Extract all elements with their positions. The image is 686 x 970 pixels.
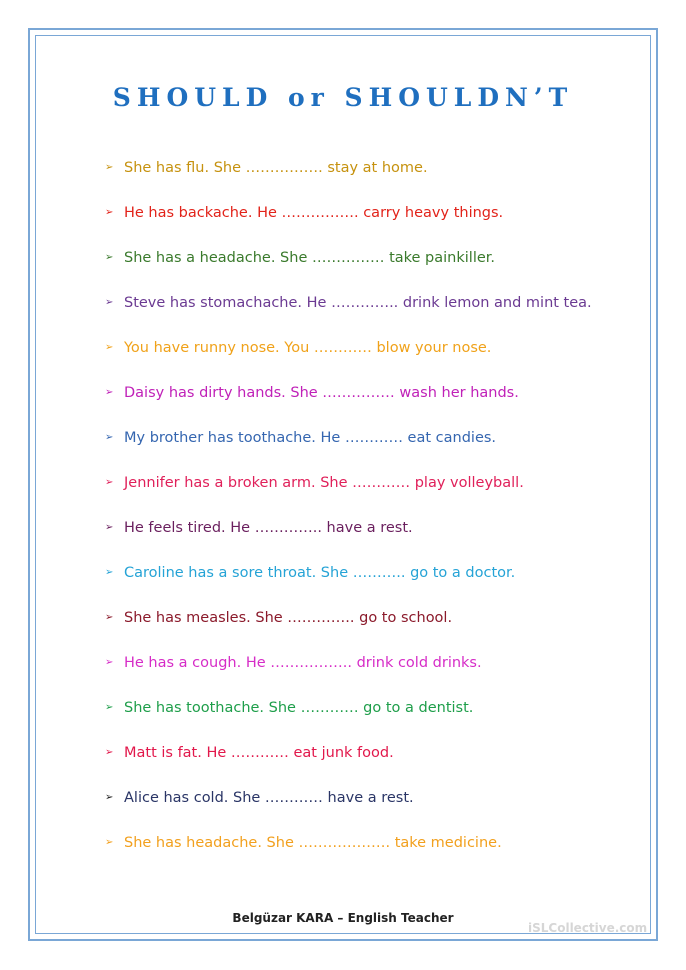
arrow-bullet-icon: ➢ [105,792,114,803]
arrow-bullet-icon: ➢ [105,657,114,668]
exercise-sentence: Alice has cold. She ………… have a rest. [124,790,414,806]
exercise-sentence: Jennifer has a broken arm. She ………… play volleyball. [124,475,524,491]
author-credit: Belgüzar KARA – English Teacher [232,911,454,925]
exercise-item [105,201,625,246]
arrow-bullet-icon: ➢ [105,837,114,848]
exercise-item [105,381,625,426]
exercise-item [105,786,625,831]
exercise-item [105,471,625,516]
exercise-sentence: You have runny nose. You ………… blow your nose. [124,340,492,356]
exercise-item [105,696,625,741]
arrow-bullet-icon: ➢ [105,342,114,353]
arrow-bullet-icon: ➢ [105,567,114,578]
exercise-sentence: My brother has toothache. He ………… eat candies. [124,430,497,446]
arrow-bullet-icon: ➢ [105,612,114,623]
exercise-sentence: He feels tired. He ………….. have a rest. [124,520,413,536]
exercise-item [105,561,625,606]
exercise-item [105,651,625,696]
exercise-sentence: She has toothache. She ………… go to a dentist. [124,700,474,716]
arrow-bullet-icon: ➢ [105,297,114,308]
exercise-item [105,246,625,291]
arrow-bullet-icon: ➢ [105,702,114,713]
site-watermark: iSLCollective.com [528,921,648,935]
exercise-sentence: She has measles. She ………….. go to school. [124,610,453,626]
exercise-sentence: He has a cough. He …………….. drink cold drinks. [124,655,482,671]
arrow-bullet-icon: ➢ [105,477,114,488]
exercise-item [105,156,625,201]
exercise-item [105,831,625,876]
exercise-sentence: He has backache. He ……………. carry heavy things. [124,205,504,221]
exercise-list [105,156,625,876]
arrow-bullet-icon: ➢ [105,747,114,758]
exercise-item [105,741,625,786]
arrow-bullet-icon: ➢ [105,162,114,173]
arrow-bullet-icon: ➢ [105,387,114,398]
worksheet-title: SHOULD or SHOULDN’T [112,83,574,112]
exercise-item [105,291,625,336]
exercise-sentence: She has headache. She ………………. take medicine. [124,835,502,851]
arrow-bullet-icon: ➢ [105,432,114,443]
arrow-bullet-icon: ➢ [105,522,114,533]
exercise-item [105,426,625,471]
exercise-sentence: She has a headache. She …………… take painkiller. [124,250,496,266]
exercise-item [105,336,625,381]
exercise-sentence: Daisy has dirty hands. She …………… wash her hands. [124,385,519,401]
arrow-bullet-icon: ➢ [105,207,114,218]
exercise-sentence: Matt is fat. He ………… eat junk food. [124,745,394,761]
exercise-sentence: Steve has stomachache. He ………….. drink lemon and mint tea. [124,295,592,311]
arrow-bullet-icon: ➢ [105,252,114,263]
exercise-sentence: Caroline has a sore throat. She ……….. go to a doctor. [124,565,516,581]
exercise-item [105,606,625,651]
exercise-sentence: She has flu. She ……………. stay at home. [124,160,428,176]
exercise-item [105,516,625,561]
